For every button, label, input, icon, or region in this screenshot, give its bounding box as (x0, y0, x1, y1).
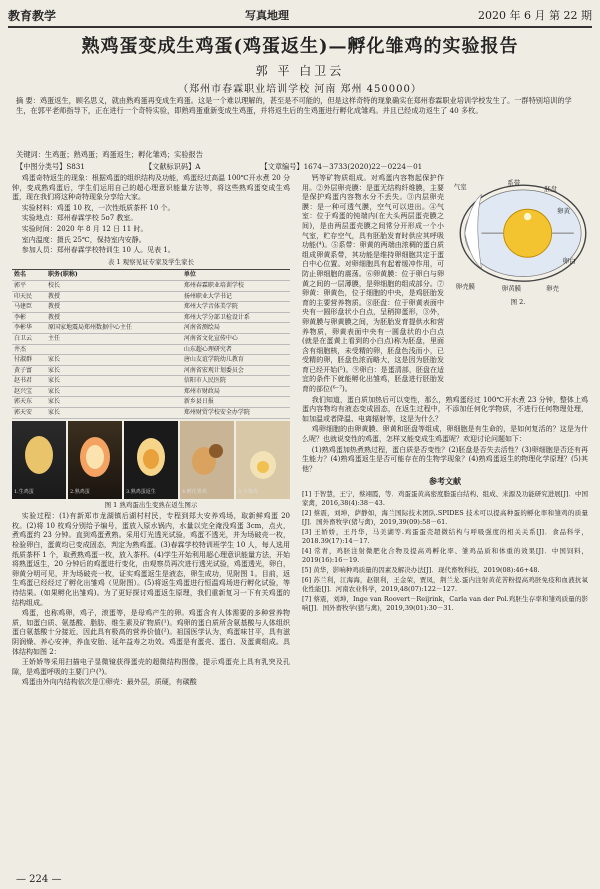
photo-raw-egg (12, 421, 66, 499)
table-cell: 郑州大学音体美学院 (182, 302, 290, 313)
figure2-caption: 图 2. (510, 298, 526, 306)
doc-code: 【文献标识码】A (144, 162, 201, 171)
reference-item: [1] 于智慧，王宁，蔡翊霞，等．鸡蛋蛋黄高密度脂蛋白结构、组成、来源及功能研究进展[J]．中国家禽，2016,38(4):38－43. (302, 490, 588, 507)
table-cell: 扬州职业大学书记 (182, 291, 290, 302)
table-row (12, 333, 290, 344)
column-header: 姓名 (12, 270, 46, 281)
table-cell: 井杰 (12, 344, 46, 355)
paragraph: 鸡蛋奇特返生的现象：根据鸡蛋的组织结构及功能，鸡蛋经过高温 100℃开水煮 20 分钟，变成熟鸡蛋后，学生们运用自己的超心理意识能量方法等，将这些熟鸡蛋变成生鸡蛋，现在我们将这种奇特现象分享给大家。 (12, 174, 290, 202)
table-cell: 郑州市财政局 (182, 386, 290, 397)
table-row (12, 386, 290, 397)
abstract: 摘 要：鸡蛋返生，顾名思义，就由熟鸡蛋再变成生鸡蛋。这是一个难以理解的，甚至是不可能的，但是这样奇特的现象确实在郑州春霖职业培训学校发生了。一群特别培训的学生，在郭平老师指导下，正在进行一个奇特实验，即熟鸡蛋重新变成生鸡蛋，并将返生后的生鸡蛋进行孵化成雏鸡。并且已经成功返生了 40 多枚。 (16, 96, 572, 115)
diagram-label: 卵白 (562, 256, 576, 265)
table-cell: 郑州大学分部卫检设计系 (182, 312, 290, 323)
reference-item: [7] 蔡震，刘坤，Inge van Roovert－Reijrink，Carla van der Pol.鸡胚生存率和雏鸡质量的影响[J]．国外畜牧学(猪与禽)，2019,39(01):30－31. (302, 595, 588, 612)
references-list (302, 490, 588, 613)
photo-label: 5.小雏鸡 (238, 489, 258, 496)
table-row (12, 291, 290, 302)
table-cell: 教授 (46, 312, 182, 323)
references-heading: 参考文献 (429, 476, 461, 487)
table-cell: 家长 (46, 386, 182, 397)
left-column (12, 174, 290, 689)
page-number: — 224 — (16, 874, 62, 885)
reference-item: [6] 苏兰利，江海海，赵银利，王金荣，贾凤，荆兰龙.蛋内注射黄花苦粉提高鸡胚免疫和血液抗氧化性能[J]．河南农业科学，2019,48(07):122－127. (302, 576, 588, 593)
diagram-label: 卵壳膜 (455, 282, 475, 291)
table-row (12, 302, 290, 313)
table-cell: 赵兴宝 (12, 386, 46, 397)
diagram-label: 卵黄膜 (501, 284, 522, 293)
table-cell: 郑州春霖职业培训学校 (182, 280, 290, 291)
paragraph: 实验地点：郑州春霖学校 5o7 教室。 (21, 214, 138, 223)
table-cell: 郭平 (12, 280, 46, 291)
table-row (12, 397, 290, 408)
table-cell: 印天民 (12, 291, 46, 302)
table-cell: 原国家地震局郑州数据中心主任 (46, 323, 182, 334)
table-row (12, 365, 290, 376)
photo-strip (12, 421, 290, 499)
table-cell: 新乡县日报 (182, 397, 290, 408)
table-cell: 河南省测绘局 (182, 323, 290, 334)
diagram-label: 卵壳 (546, 284, 559, 293)
table-cell: 李彬华 (12, 323, 46, 334)
table-row (12, 376, 290, 387)
paragraph: 鸡卵细胞的由卵黄膜、卵黄和胚盘等组成，卵细胞是有生命的，是如何复活的？这是为什么呢？也就说变性的鸡蛋，怎样又能变成生鸡蛋呢？欢迎讨论问题如下： (302, 425, 588, 444)
reference-item: [3] 王娇娇，王丹华，马美湖等.鸡蛋蛋壳超微结构与呼吸强度的相关关系[J]．食品科学，2018.39(17):14－17. (302, 528, 588, 545)
diagram-label: 胚盘 (544, 184, 558, 193)
table-cell: 校长 (46, 280, 182, 291)
table-row (12, 323, 290, 334)
table-cell: 付淑群 (12, 355, 46, 366)
table-row (12, 408, 290, 419)
journal-name: 写真地理 (245, 9, 290, 22)
photo-boiled-egg (68, 421, 122, 499)
right-column (302, 174, 588, 614)
diagram-label: 系带 (507, 179, 521, 188)
table-caption: 表 1 观察见证专家及学生家长 (107, 257, 195, 266)
paragraph: 钙等矿物质组成。对鸡蛋内容物起保护作用。②外层卵壳膜：是蛋无结构纤维膜，主要是保护鸡蛋内容物水分不丢失。③内层卵壳膜：是一种可透气膜，空气可以进出。④气室：位于鸡蛋的钝端内(在大头两层蛋壳膜之间)，是由两层蛋壳膜之间常分开形成一个小气室，贮存空气，具有胚胎发育时供应其呼吸功能(⁴)。⑤系带：卵黄的两端由浓稠的蛋白质组成卵黄系带，其功能是维持卵细胞共定于蛋白中心位置。对卵细胞具有起着缓冲作用，可防止卵细胞的震荡。⑥卵黄膜：位于卵白与卵黄之间的一层薄膜，是卵细胞的组成部分。⑦卵黄：卵黄色，位于细胞的中央，是鸡胚胎发育的主要营养物质。⑧胚盘：位于卵黄表面中央有一圆形盘状小白点，呈稍抑蛋形，③外，卵黄膜与卵黄膜之间，为胚胎发育提供水和营养物质，卵黄表面中央有一圆盘状的小白点(就是在蛋黄上看到的小白点)称为胚盘，里面含有细胞核，未受精的卵，胚盘色浅而小，已受精的卵，胚盘色浓而略大，这是因为胚胎发育已经开始(⁵)。⑨卵白：是蛋清部，胚盘在适宜的条件下就能孵化出雏鸡，胚盘进行胚胎发育的部位(⁶⁻⁷)。 (302, 174, 444, 394)
figure1-caption: 图 1 熟鸡蛋出生变熟在返生图示 (104, 500, 198, 509)
table-row (12, 355, 290, 366)
table-cell: 家长 (46, 355, 182, 366)
paragraph: 我们知道，蛋白质加热后可以变性，那么，熟鸡蛋经过 100℃开水煮 23 分钟，整体上鸡蛋内容物均有液态变成固态，在返生过程中，不添加任何化学物质，不进行任何物理处理，如加温或者降温、电离辐射等，这是为什么？ (302, 395, 588, 423)
table-cell: 山东超心理研究者 (182, 344, 290, 355)
running-header (8, 4, 592, 28)
paragraph: 鸡蛋，也称鸡卵，鸡子，滚蛋等，是母鸡产生的卵。鸡蛋含有人体需要的多种营养物质，如蛋白质、氨基酸、脂肪、维生素及矿物质(¹)。鸡卵的蛋白质所含氨基酸与人体组织蛋白氨基酸十分接近，因此具有极高的营养价值(²)。祖国医学认为，鸡蛋味甘平，具有滋阴润燥、养心安神，养血安胎、延年益寿之功效。鸡蛋是有蛋壳、蛋白、及蛋黄组成。具体结构如图 2： (12, 609, 290, 656)
affiliation: （郑州市春霖职业培训学校 河南 郑州 450000） (178, 84, 422, 95)
photo-label: 4.孵化雏鸡 (182, 489, 207, 496)
reference-item: [4] 常青，鸡胚注射微肥化合物及提高鸡孵化率、雏鸡品质和体重的效果[J]．中国饲料，2019(16):16－19. (302, 547, 588, 564)
table-cell: 郑州财贸学校安全办学院 (182, 408, 290, 419)
table-cell: 黄子富 (12, 365, 46, 376)
photo-label: 3.熟鸡蛋返生 (126, 489, 156, 496)
paper-title: 熟鸡蛋变成生鸡蛋(鸡蛋返生)—孵化雏鸡的实验报告 (81, 36, 519, 57)
table-cell: 家长 (46, 408, 182, 419)
photo-hatching (180, 421, 234, 499)
column-header: 职务(职称) (46, 270, 182, 281)
photo-returned-egg (124, 421, 178, 499)
paragraph: 实验过程：(1)有新郑市龙湖镇后湖村村民，专程到郑大安养鸡场，取新鲜鸡蛋 20 枚。(2)将 10 枚鸡分别给予编号，蛋放入原水锅内，水量以完全淹没鸡蛋 3cm，点火，煮鸡蛋约 23 分钟。直到鸡蛋煮熟。采用灯光透光试验，鸡蛋不透光，并为场破壳一枚，检验卵白，蛋黄均已变成固态，判定为熟鸡蛋。(3)春霖学校特训班学生 10 人，每人选用纸质茶杯 1 个，取煮熟鸡蛋一枚，放入茶杯。(4)学生开始利用超心理意识能量方法，开始将熟蛋返生，20 分钟后的鸡蛋进行变化，由观察员再次进行透光试验，鸡蛋透光，卵白，卵黄分明可见，并为场破壳一枚，证实鸡蛋返生是液态，卵生成功，见附图 1。目前，返生鸡蛋已经经过了孵化出雏鸡（见附图）。(5)将返生鸡蛋进行恒温鸡场进行孵化试验，等待结果。(如果孵化出雏鸡)。为了更好探讨鸡蛋返生原理，我们重新复习一下有关鸡蛋的结构组成。 (12, 512, 290, 607)
classification-meta (16, 162, 584, 172)
observers-table (12, 269, 290, 418)
paragraph: 鸡蛋由外向内结构依次是①卵壳：最外层，质硬，有碳酸 (21, 678, 197, 687)
photo-label: 1.生鸡蛋 (14, 489, 34, 496)
table-cell: 信阳市人民医院 (182, 376, 290, 387)
photo-label: 2.熟鸡蛋 (70, 489, 90, 496)
paragraph: 实验时间：2020 年 8 月 12 日 11 时。 (21, 224, 148, 233)
photo-chick (236, 421, 290, 499)
paragraph: 参加人员：郑州春霖学校特训生 10 人。见表 1。 (21, 246, 175, 255)
diagram-label: 气室 (453, 182, 467, 191)
reference-item: [5] 黄华，影响种鸡质量的因素及解决办法[J]．现代畜牧科技，2019(08):46+48. (302, 566, 540, 574)
table-cell: 赵书君 (12, 376, 46, 387)
table-cell: 教授 (46, 291, 182, 302)
authors: 郭 平 白卫云 (255, 64, 345, 78)
article-number: 【文章编号】1674－3733(2020)22－0224－01 (260, 162, 423, 171)
table-cell: 郭天安 (12, 408, 46, 419)
table-cell: 主任 (46, 333, 182, 344)
egg-structure-diagram (448, 176, 598, 296)
diagram-label: 卵黄 (557, 206, 571, 215)
issue-info: 2020 年 6 月 第 22 期 (478, 9, 592, 22)
table-row (12, 344, 290, 355)
journal-section: 教育教学 (8, 8, 57, 23)
figure2 (448, 174, 588, 396)
table-header-row (12, 270, 290, 281)
table-cell: 李彬 (12, 312, 46, 323)
paragraph: 王娇娇等采用扫描电子显微镜获得蛋壳的超微结构图像，提示鸡蛋壳上具有乳突及孔隙，是鸡蛋呼吸的主要门户(³)。 (12, 658, 290, 676)
table-cell: 马建臣 (12, 302, 46, 313)
paragraph: (1)熟鸡蛋加热煮熟过程，蛋白质是否变性？(2)胚盘是否失去活性？(3)卵细胞是否还有再生能力？(4)熟鸡蛋返生是否可能存在的生物学现象？(4)熟鸡蛋返生的物理化学原理？(5)其他？ (302, 445, 588, 473)
reference-item: [2] 蔡震，刘坤，萨静如，海兰国际技术团队.SPIDES 技术可以提高种蛋的孵化率和雏鸡的质量[J]．国外畜牧学(猪与禽)，2019,39(09):58－61. (302, 509, 588, 526)
column-header: 单位 (182, 270, 290, 281)
table-row (12, 312, 290, 323)
table-cell: 郭天东 (12, 397, 46, 408)
keywords: 关键词：生鸡蛋；熟鸡蛋；鸡蛋返生；孵化雏鸡；实验报告 (16, 150, 203, 159)
paragraph: 实验材料：鸡蛋 10 枚，一次性纸质茶杯 10 个。 (21, 203, 175, 212)
table-cell: 河南省文化宣传中心 (182, 333, 290, 344)
table-cell: 家长 (46, 376, 182, 387)
table-row (12, 280, 290, 291)
clc-number: 【中图分类号】S831 (16, 162, 85, 171)
table-cell: 白卫云 (12, 333, 46, 344)
table-cell: 教授 (46, 302, 182, 313)
table-cell: 唐山友谊学院幼儿教育 (182, 355, 290, 366)
table-cell (46, 344, 182, 355)
table-cell: 家长 (46, 397, 182, 408)
table-cell: 河南省宏观计划委员会 (182, 365, 290, 376)
table-cell: 家长 (46, 365, 182, 376)
paragraph: 室内温度：摄氏 25℃，保持室内安静。 (21, 235, 146, 244)
